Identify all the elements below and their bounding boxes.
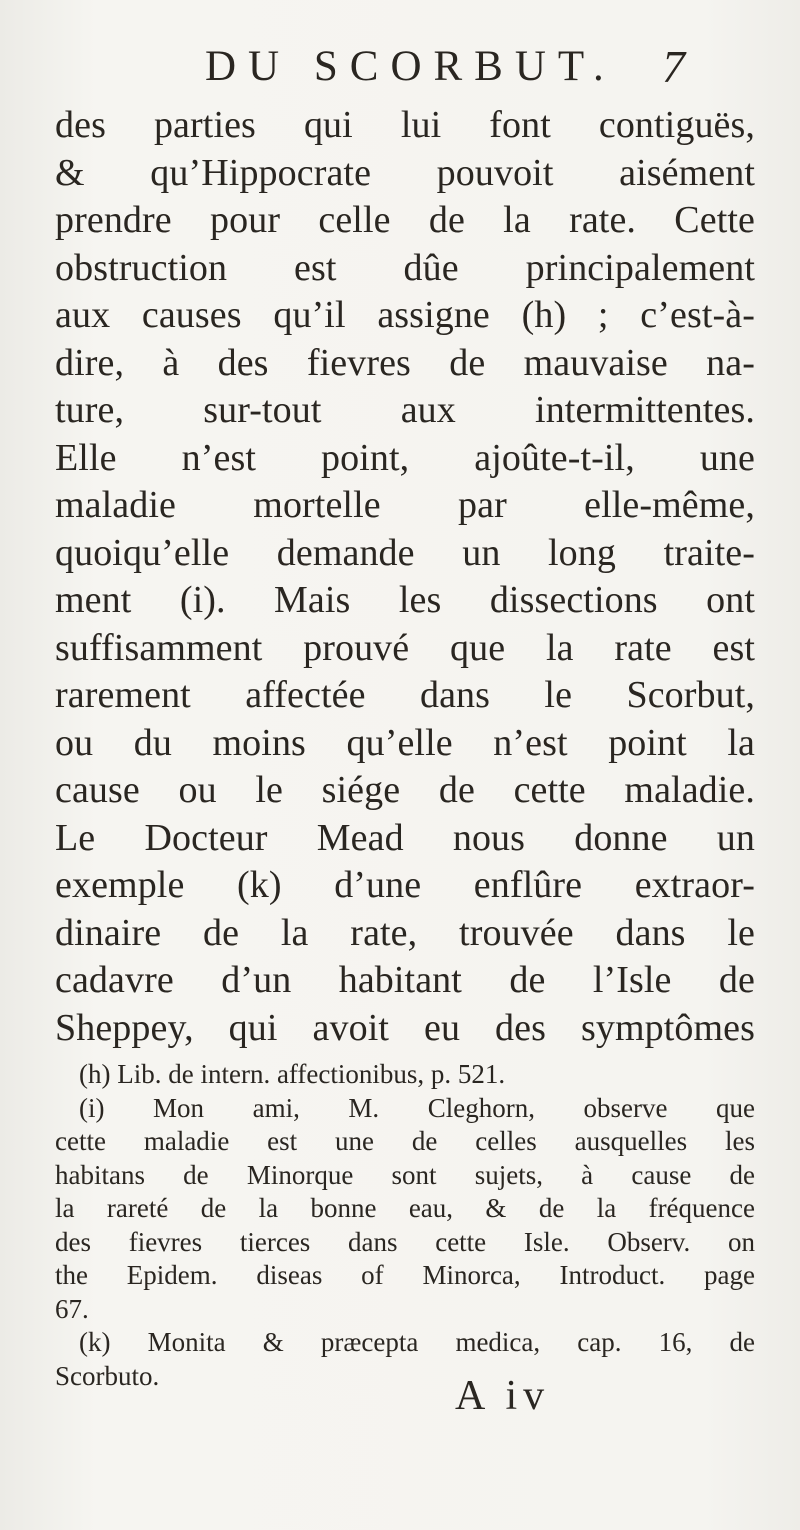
signature-mark: A iv [455,1373,551,1419]
text-line: ment (i). Mais les dissections ont [55,579,755,621]
page-header [0,38,800,98]
text-line: des parties qui lui font contiguës, [55,104,755,146]
footnote-k: (k) Monita & præcepta medica, cap. 16, de [79,1327,755,1357]
footnote-line: la rareté de la bonne eau, & de la fréquence [55,1193,755,1223]
footnote-i: (i) Mon ami, M. Cleghorn, observe que [79,1092,755,1123]
text-line: ture, sur-tout aux intermittentes. [55,389,755,431]
text-line: dire, à des fievres de mauvaise na- [55,341,755,384]
text-line: aux causes qu’il assigne (h) ; c’est-à- [55,294,755,336]
footnote-line: cette maladie est une de celles ausquelles les [55,1126,755,1156]
footnote-line: habitans de Minorque sont sujets, à cause de [55,1159,755,1190]
text-line: exemple (k) d’une enflûre extraor- [55,864,755,906]
text-line: suffisamment prouvé que la rate est [55,626,755,669]
text-line: ou du moins qu’elle n’est point la [55,721,755,764]
text-line: Elle n’est point, ajoûte-t-il, une [55,436,755,479]
text-line: cadavre d’un habitant de l’Isle de [55,959,755,1001]
text-line: rarement affectée dans le Scorbut, [55,674,755,716]
footnote-line: des fievres tierces dans cette Isle. Observ. on [55,1226,755,1257]
text-line: Le Docteur Mead nous donne un [55,816,755,859]
footnote-line: 67. [55,1293,89,1324]
footnote-line: Scorbuto. [55,1360,160,1391]
text-line: cause ou le siége de cette maladie. [55,769,755,811]
text-line: Sheppey, qui avoit eu des symptômes [55,1006,755,1049]
text-line: prendre pour celle de la rate. Cette [55,199,755,241]
text-line: quoiqu’elle demande un long traite- [55,531,755,574]
footnotes [55,1058,755,1393]
body-text [55,102,755,1052]
text-line: & qu’Hippocrate pouvoit aisément [55,151,755,194]
text-line: obstruction est dûe principalement [55,246,755,289]
text-line: maladie mortelle par elle-même, [55,484,755,526]
footnote-line: the Epidem. diseas of Minorca, Introduct. page [55,1260,755,1290]
page-number: 7 [662,41,685,92]
footnote-h: (h) Lib. de intern. affectionibus, p. 521. [79,1059,506,1089]
text-line: dinaire de la rate, trouvée dans le [55,911,755,954]
running-head: DU SCORBUT. [205,43,616,90]
